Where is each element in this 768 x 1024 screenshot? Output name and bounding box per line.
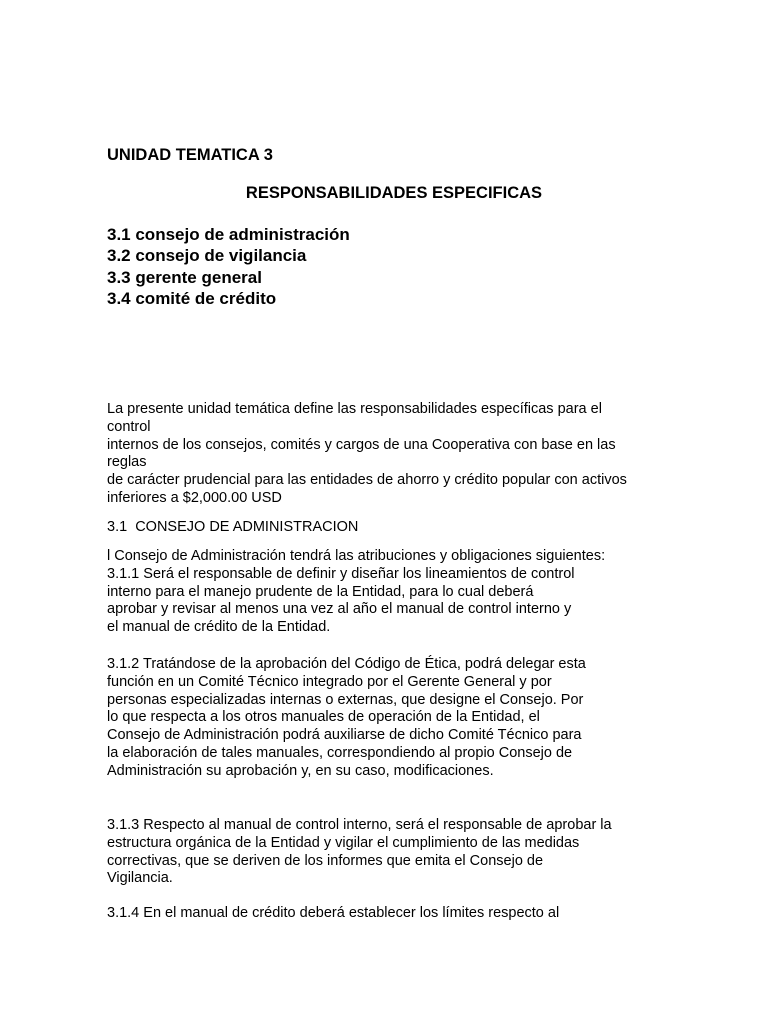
text-line: control [107, 418, 151, 435]
text-line: La presente unidad temática define las responsabilidades específicas para el [107, 401, 602, 417]
text-line: inferiores a $2,000.00 USD [107, 489, 282, 506]
toc-item: 3.1 consejo de administración [107, 225, 350, 244]
text-line: función en un Comité Técnico integrado por el Gerente General y por [107, 673, 552, 690]
text-line: Vigilancia. [107, 870, 173, 887]
paragraph-3-1-2 [107, 656, 667, 781]
text-line: lo que respecta a los otros manuales de operación de la Entidad, el [107, 709, 540, 726]
text-line: 3.1.2 Tratándose de la aprobación del Código de Ética, podrá delegar esta [107, 656, 586, 672]
toc-item: 3.2 consejo de vigilancia [107, 246, 307, 266]
text-line: de carácter prudencial para las entidades de ahorro y crédito popular con activos [107, 472, 627, 489]
text-line: internos de los consejos, comités y cargos de una Cooperativa con base en las [107, 436, 616, 453]
text-line: personas especializadas internas o externas, que designe el Consejo. Por [107, 691, 584, 708]
text-line: estructura orgánica de la Entidad y vigilar el cumplimiento de las medidas [107, 834, 580, 851]
text-line: 3.1.4 En el manual de crédito deberá establecer los límites respecto al [107, 905, 560, 921]
text-line: Administración su aprobación y, en su caso, modificaciones. [107, 762, 494, 779]
paragraph-3-1-3 [107, 817, 667, 888]
subsection-heading: 3.1 CONSEJO DE ADMINISTRACION [107, 519, 359, 535]
section-heading: RESPONSABILIDADES ESPECIFICAS [245, 184, 543, 202]
intro-paragraph [107, 401, 667, 508]
text-line: 3.1.1 Será el responsable de definir y diseñar los lineamientos de control [107, 565, 575, 582]
text-line: el manual de crédito de la Entidad. [107, 619, 331, 636]
text-line: correctivas, que se deriven de los informes que emita el Consejo de [107, 852, 544, 869]
text-line: Consejo de Administración podrá auxiliarse de dicho Comité Técnico para [107, 727, 582, 744]
paragraph-3-1-1 [107, 548, 667, 637]
toc-item: 3.4 comité de crédito [107, 288, 277, 308]
text-line: la elaboración de tales manuales, correspondiendo al propio Consejo de [107, 744, 573, 761]
text-line: aprobar y revisar al menos una vez al año el manual de control interno y [107, 601, 572, 618]
text-line: interno para el manejo prudente de la Entidad, para lo cual deberá [107, 583, 534, 600]
text-line: l Consejo de Administración tendrá las atribuciones y obligaciones siguientes: [107, 548, 606, 564]
paragraph-3-1-4 [107, 905, 667, 923]
toc-item: 3.3 gerente general [107, 267, 262, 287]
table-of-contents [107, 224, 350, 309]
text-line: 3.1.3 Respecto al manual de control interno, será el responsable de aprobar la [107, 817, 612, 833]
unit-title: UNIDAD TEMATICA 3 [107, 146, 273, 164]
text-line: reglas [107, 454, 147, 471]
